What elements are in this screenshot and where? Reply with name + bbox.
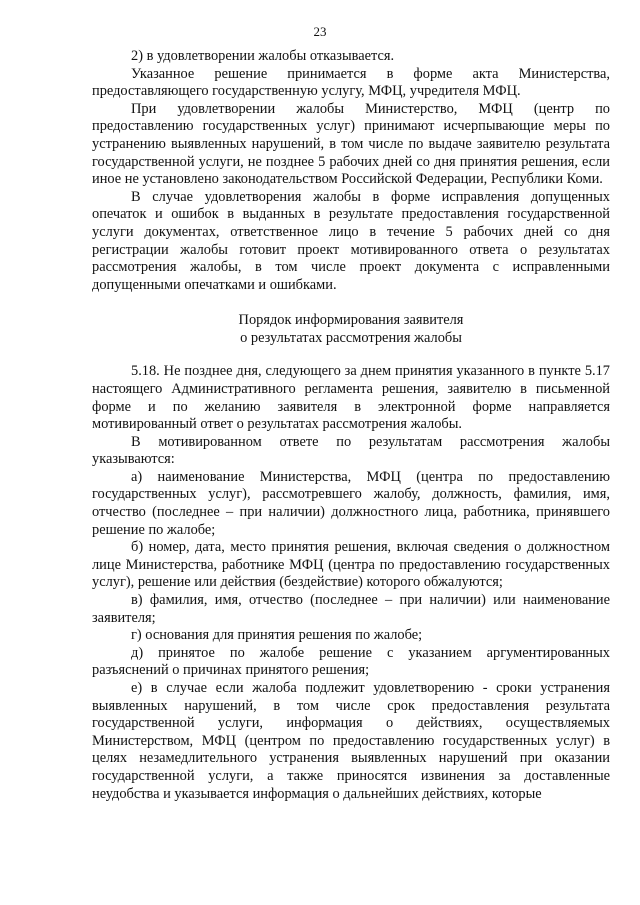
paragraph-5-18: 5.18. Не позднее дня, следующего за днем принятия указанного в пункте 5.17 настоящего Административного регламента решения, заявителю в письменной форме и по желанию заявителя в электронной форме направляется мотивированный ответ о результатах рассмотрения жалобы. [92, 363, 610, 433]
list-item-a: а) наименование Министерства, МФЦ (центра по предоставлению государственных услуг), рассмотревшего жалобу, должность, фамилия, имя, отчество (последнее – при наличии) должностного лица, работника, принявшего решение по жалобе; [92, 468, 610, 538]
paragraph-decision-form: Указанное решение принимается в форме акта Министерства, предоставляющего государственную услугу, МФЦ, учредителя МФЦ. [92, 65, 610, 100]
list-item-v: в) фамилия, имя, отчество (последнее – при наличии) или наименование заявителя; [92, 592, 610, 626]
document-body [92, 48, 610, 803]
paragraph-response-contents-intro: В мотивированном ответе по результатам рассмотрения жалобы указываются: [92, 433, 610, 468]
page-number: 23 [313, 24, 327, 39]
list-item-b: б) номер, дата, место принятия решения, включая сведения о должностном лице Министерства, работнике МФЦ (центра по предоставлению государственных услуг), решение или действия (бездействие) которого обжалуются; [92, 539, 610, 591]
paragraph-refusal-item: 2) в удовлетворении жалобы отказывается. [131, 48, 395, 64]
list-item-e: е) в случае если жалоба подлежит удовлетворению - сроки устранения выявленных нарушений, в том числе срок предоставления результата государственной услуги, информация о действиях, осуществляемых Министерством, МФЦ (центром по предоставлению государственных услуг) в целях незамедлительного устранения выявленных нарушений при оказании государственной услуги, а также приносятся извинения за доставленные неудобства и указывается информация о дальнейших действиях, которые [92, 680, 610, 802]
paragraph-satisfaction-measures: При удовлетворении жалобы Министерство, МФЦ (центр по предоставлению государственных услуг) принимают исчерпывающие меры по устранению выявленных нарушений, в том числе по выдаче заявителю результата государственной услуги, не позднее 5 рабочих дней со дня принятия решения, если иное не установлено законодательством Российской Федерации, Республики Коми. [92, 100, 610, 188]
section-heading-line-1: Порядок информирования заявителя [238, 312, 464, 329]
paragraph-typo-correction: В случае удовлетворения жалобы в форме исправления допущенных опечаток и ошибок в выданных в результате предоставления государственной услуги документах, ответственное лицо в течение 5 рабочих дней со дня регистрации жалобы готовит проект мотивированного ответа о результатах рассмотрения жалобы, в том числе проект документа с исправленными допущенными опечатками и ошибками. [92, 188, 610, 293]
section-heading-line-2: о результатах рассмотрения жалобы [240, 330, 462, 347]
list-item-d: д) принятое по жалобе решение с указанием аргументированных разъяснений о причинах принятого решения; [92, 644, 610, 679]
section-heading [92, 311, 610, 347]
list-item-g: г) основания для принятия решения по жалобе; [131, 627, 423, 644]
